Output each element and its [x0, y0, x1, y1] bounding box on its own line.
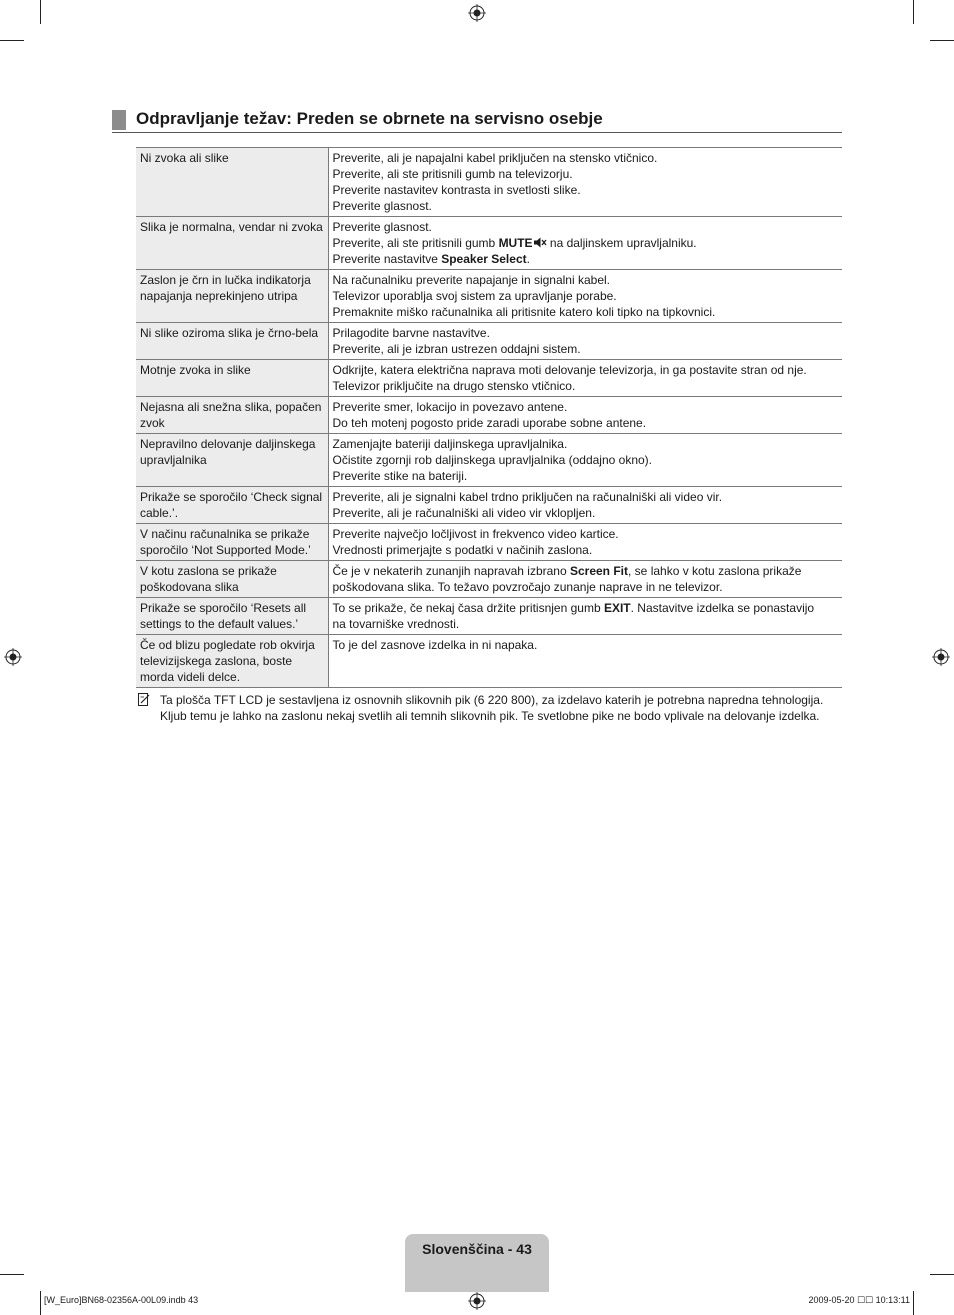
solution-line: [333, 436, 839, 452]
solution-cell: [328, 217, 842, 270]
symptom-cell: Prikaže se sporočilo ‘Resets all settings to the default values.’: [136, 598, 328, 635]
table-row: [136, 487, 842, 524]
solution-cell: [328, 561, 842, 598]
solution-line: [333, 288, 839, 304]
bold-term: MUTE: [498, 236, 533, 250]
crop-mark: [930, 1274, 954, 1275]
table-row: [136, 524, 842, 561]
solution-text: Vrednosti primerjajte s podatki v načinih zaslona.: [332, 543, 593, 557]
note-line: Kljub temu je lahko na zaslonu nekaj svetlih ali temnih slikovnih pik. Te svetlobne pike ne bodo vplivale na delovanje izdelka.: [160, 709, 820, 723]
solution-cell: [328, 148, 842, 217]
crop-mark: [0, 40, 24, 41]
solution-text: .: [526, 252, 530, 266]
solution-text: Televizor priključite na drugo stensko vtičnico.: [332, 379, 576, 393]
table-row: [136, 635, 842, 688]
crop-mark: [913, 1291, 914, 1315]
solution-line: [333, 325, 839, 341]
note-line: Ta plošča TFT LCD je sestavljena iz osnovnih slikovnih pik (6 220 800), za izdelavo katerih je potrebna napredna tehnologija.: [160, 693, 824, 707]
solution-cell: [328, 323, 842, 360]
symptom-cell: V kotu zaslona se prikaže poškodovana slika: [136, 561, 328, 598]
solution-line: [333, 637, 839, 653]
table-row: [136, 561, 842, 598]
solution-cell: [328, 397, 842, 434]
symptom-cell: V načinu računalnika se prikaže sporočilo ‘Not Supported Mode.’: [136, 524, 328, 561]
symptom-cell: Ni slike oziroma slika je črno-bela: [136, 323, 328, 360]
solution-line: [333, 489, 839, 505]
bold-term: Speaker Select: [441, 252, 527, 266]
solution-text: Preverite, ali je signalni kabel trdno priključen na računalniški ali video vir.: [332, 490, 723, 504]
symptom-cell: Nejasna ali snežna slika, popačen zvok: [136, 397, 328, 434]
table-row: [136, 217, 842, 270]
note: [136, 692, 842, 724]
solution-cell: [328, 360, 842, 397]
solution-line: [333, 399, 839, 415]
print-file-label: [W_Euro]BN68-02356A-00L09.indb 43: [44, 1295, 199, 1305]
solution-text: Očistite zgornji rob daljinskega upravljalnika (oddajno okno).: [332, 453, 653, 467]
solution-line: [333, 304, 839, 320]
crop-mark: [0, 1274, 24, 1275]
symptom-cell: Ni zvoka ali slike: [136, 148, 328, 217]
solution-text: Preverite največjo ločljivost in frekvenco video kartice.: [332, 527, 619, 541]
solution-text: Če je v nekaterih zunanjih napravah izbrano: [332, 564, 570, 578]
solution-line: [333, 341, 839, 357]
mute-icon: [533, 236, 547, 247]
solution-text: Preverite, ali ste pritisnili gumb: [332, 236, 499, 250]
registration-mark-icon: [932, 648, 950, 666]
solution-line: [333, 505, 839, 521]
solution-text: Preverite nastavitve: [332, 252, 442, 266]
section-heading: [112, 108, 842, 133]
symptom-cell: Če od blizu pogledate rob okvirja televizijskega zaslona, boste morda videli delce.: [136, 635, 328, 688]
solution-line: [333, 452, 839, 468]
crop-mark: [40, 0, 41, 24]
solution-text: Preverite nastavitev kontrasta in svetlosti slike.: [332, 183, 581, 197]
symptom-cell: Prikaže se sporočilo ‘Check signal cable.’.: [136, 487, 328, 524]
solution-text: Preverite glasnost.: [332, 199, 432, 213]
solution-line: [333, 600, 839, 616]
solution-text: Na računalniku preverite napajanje in signalni kabel.: [332, 273, 611, 287]
solution-cell: [328, 434, 842, 487]
solution-text: Preverite, ali je napajalni kabel priključen na stensko vtičnico.: [332, 151, 658, 165]
solution-text: na tovarniške vrednosti.: [332, 617, 460, 631]
solution-text: Prilagodite barvne nastavitve.: [332, 326, 490, 340]
solution-line: [333, 182, 839, 198]
crop-mark: [930, 40, 954, 41]
troubleshooting-table: [136, 147, 842, 688]
solution-cell: [328, 524, 842, 561]
solution-text: Preverite, ali ste pritisnili gumb na televizorju.: [332, 167, 573, 181]
registration-mark-icon: [468, 1292, 486, 1310]
solution-line: [333, 526, 839, 542]
solution-text: na daljinskem upravljalniku.: [546, 236, 697, 250]
solution-line: [333, 579, 839, 595]
solution-text: Premaknite miško računalnika ali pritisnite katero koli tipko na tipkovnici.: [332, 305, 716, 319]
solution-text: , se lahko v kotu zaslona prikaže: [628, 564, 802, 578]
symptom-cell: Slika je normalna, vendar ni zvoka: [136, 217, 328, 270]
troubleshooting-table-body: [136, 148, 842, 688]
note-icon: [138, 693, 150, 706]
solution-line: [333, 235, 839, 251]
solution-cell: [328, 635, 842, 688]
solution-line: [333, 468, 839, 484]
solution-text: Televizor uporablja svoj sistem za upravljanje porabe.: [332, 289, 617, 303]
solution-cell: [328, 487, 842, 524]
solution-line: [333, 219, 839, 235]
solution-line: [333, 150, 839, 166]
solution-line: [333, 198, 839, 214]
table-row: [136, 323, 842, 360]
table-row: [136, 270, 842, 323]
bold-term: EXIT: [603, 601, 631, 615]
solution-line: [333, 542, 839, 558]
solution-text: Preverite smer, lokacijo in povezavo antene.: [332, 400, 568, 414]
solution-text: Odkrijte, katera električna naprava moti delovanje televizorja, in ga postavite stran od nje.: [332, 363, 807, 377]
solution-cell: [328, 598, 842, 635]
symptom-cell: Zaslon je črn in lučka indikatorja napajanja neprekinjeno utripa: [136, 270, 328, 323]
solution-cell: [328, 270, 842, 323]
heading-bar: [112, 110, 126, 130]
table-row: [136, 434, 842, 487]
symptom-cell: Nepravilno delovanje daljinskega upravljalnika: [136, 434, 328, 487]
note-text: [160, 692, 842, 724]
crop-mark: [40, 1291, 41, 1315]
crop-mark: [913, 0, 914, 24]
solution-text: To je del zasnove izdelka in ni napaka.: [332, 638, 538, 652]
solution-text: . Nastavitve izdelka se ponastavijo: [630, 601, 815, 615]
bold-term: Screen Fit: [569, 564, 629, 578]
footer-page-tab: [405, 1234, 549, 1292]
solution-line: [333, 378, 839, 394]
table-row: [136, 148, 842, 217]
solution-line: [333, 251, 839, 267]
solution-text: To se prikaže, če nekaj časa držite pritisnjen gumb: [332, 601, 604, 615]
solution-text: Do teh motenj pogosto pride zaradi uporabe sobne antene.: [332, 416, 647, 430]
solution-text: Preverite, ali je izbran ustrezen oddajni sistem.: [332, 342, 581, 356]
registration-mark-icon: [4, 648, 22, 666]
table-row: [136, 360, 842, 397]
solution-text: poškodovana slika. To težavo povzročajo zunanje naprave in ne televizor.: [332, 580, 723, 594]
print-date-label: 2009-05-20 ☐☐ 10:13:11: [808, 1295, 910, 1305]
solution-text: Preverite glasnost.: [332, 220, 432, 234]
solution-line: [333, 272, 839, 288]
symptom-cell: Motnje zvoka in slike: [136, 360, 328, 397]
registration-mark-icon: [468, 4, 486, 22]
solution-line: [333, 415, 839, 431]
solution-line: [333, 616, 839, 632]
solution-text: Preverite stike na bateriji.: [332, 469, 468, 483]
page-number-label: Slovenščina - 43: [422, 1241, 532, 1257]
solution-line: [333, 563, 839, 579]
table-row: [136, 397, 842, 434]
solution-line: [333, 166, 839, 182]
solution-line: [333, 362, 839, 378]
solution-text: Zamenjajte bateriji daljinskega upravljalnika.: [332, 437, 568, 451]
page-title: Odpravljanje težav: Preden se obrnete na servisno osebje: [136, 109, 603, 128]
table-row: [136, 598, 842, 635]
solution-text: Preverite, ali je računalniški ali video vir vklopljen.: [332, 506, 596, 520]
